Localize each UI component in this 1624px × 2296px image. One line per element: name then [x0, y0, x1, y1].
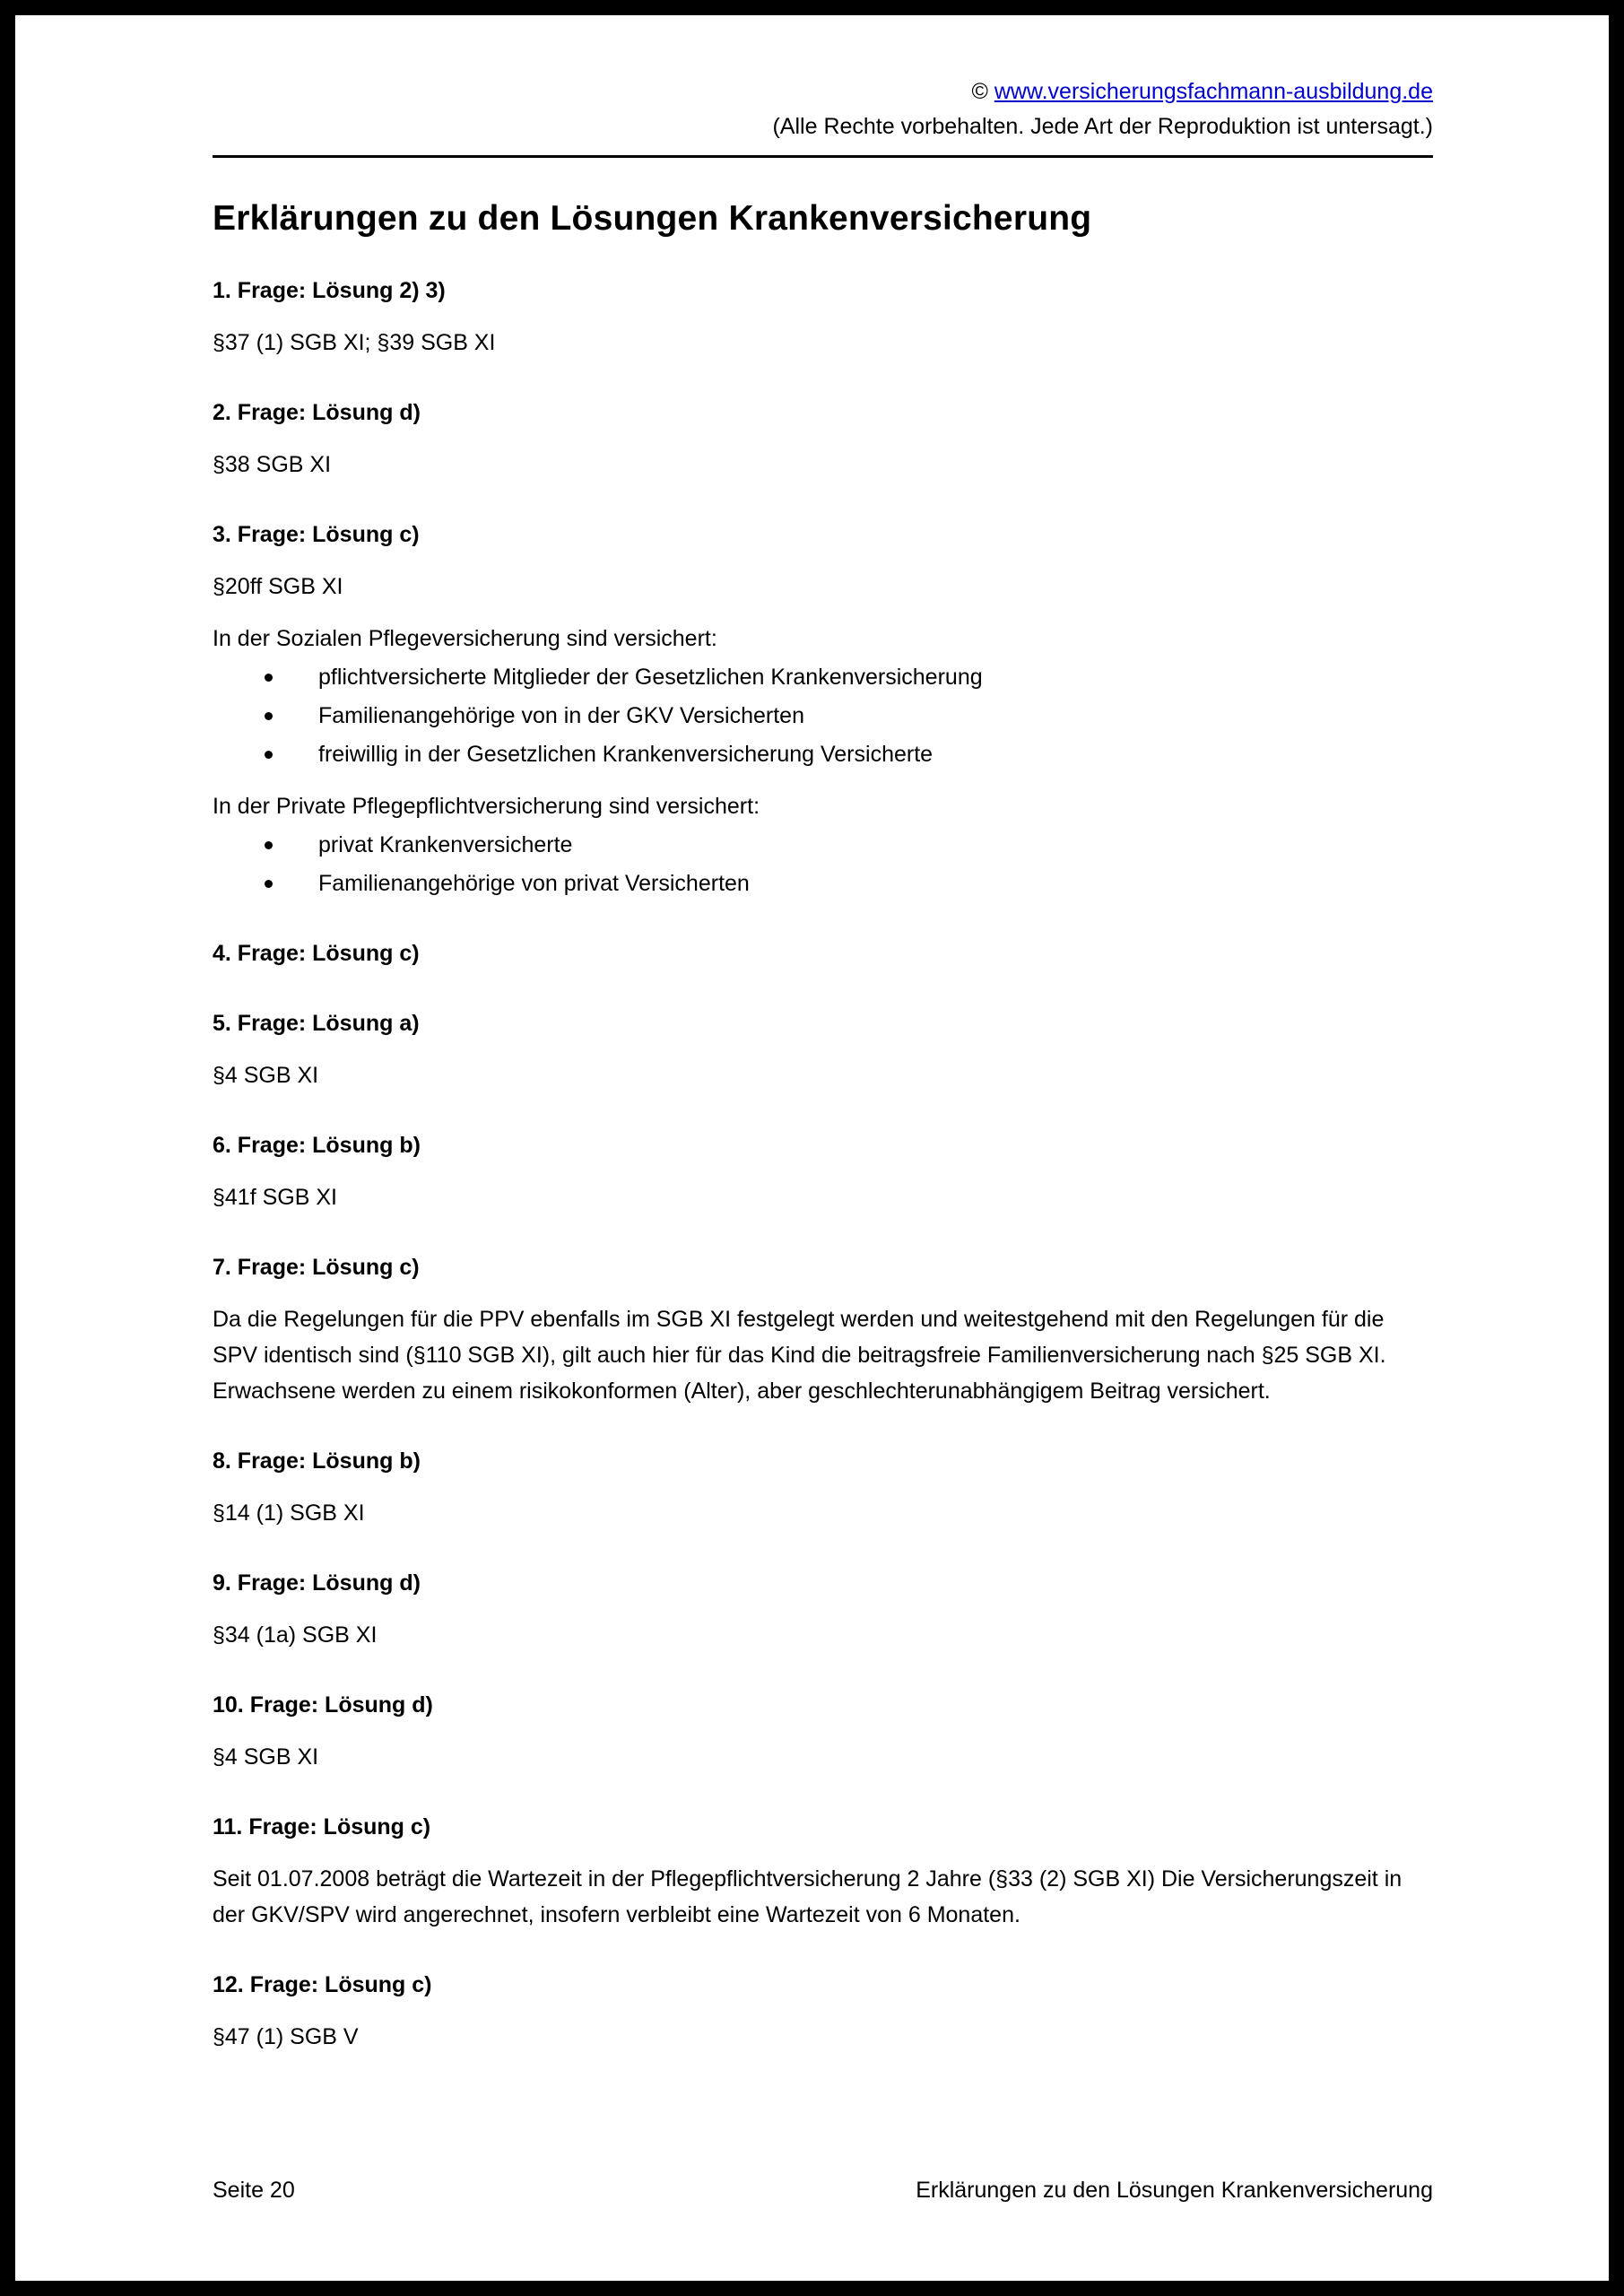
answer-paragraph: §20ff SGB XI	[213, 573, 343, 599]
bullet-list	[213, 659, 1433, 772]
footer-doc-title: Erklärungen zu den Lösungen Krankenversicherung	[916, 2178, 1433, 2203]
document-content	[213, 74, 1433, 2055]
footer-page-number: Seite 20	[213, 2178, 295, 2203]
bullet-list	[213, 827, 1433, 901]
question-heading: 7. Frage: Lösung c)	[213, 1254, 420, 1280]
rights-notice: (Alle Rechte vorbehalten. Jede Art der Reproduktion ist untersagt.)	[772, 113, 1433, 139]
answer-paragraph: §14 (1) SGB XI	[213, 1500, 365, 1526]
question-heading: 8. Frage: Lösung b)	[213, 1448, 421, 1474]
bullet-item: pflichtversicherte Mitglieder der Gesetzlichen Krankenversicherung	[213, 659, 1433, 695]
answer-paragraph: Seit 01.07.2008 beträgt die Wartezeit in der Pflegepflichtversicherung 2 Jahre (§33 (2) SGB XI) Die Versicherungszeit in der GKV/SPV wird angerechnet, insofern verbleibt eine Wartezeit von 6 Monaten.	[213, 1866, 1403, 1927]
page-title: Erklärungen zu den Lösungen Krankenversicherung	[213, 198, 1092, 238]
document-blocks	[213, 273, 1433, 2055]
question-heading: 6. Frage: Lösung b)	[213, 1132, 421, 1158]
answer-paragraph: §4 SGB XI	[213, 1744, 319, 1770]
question-heading: 11. Frage: Lösung c)	[213, 1813, 431, 1839]
bullet-item: privat Krankenversicherte	[213, 827, 1433, 863]
header-divider	[213, 155, 1433, 158]
answer-paragraph: §41f SGB XI	[213, 1184, 337, 1210]
question-heading: 2. Frage: Lösung d)	[213, 399, 421, 425]
answer-paragraph: §47 (1) SGB V	[213, 2023, 359, 2049]
document-footer	[213, 2178, 1433, 2204]
answer-paragraph: In der Sozialen Pflegeversicherung sind versichert:	[213, 625, 717, 651]
document-header	[213, 74, 1433, 158]
question-heading: 12. Frage: Lösung c)	[213, 1971, 432, 1997]
answer-paragraph: §37 (1) SGB XI; §39 SGB XI	[213, 329, 496, 355]
question-heading: 10. Frage: Lösung d)	[213, 1692, 433, 1718]
answer-paragraph: Da die Regelungen für die PPV ebenfalls im SGB XI festgelegt werden und weitestgehend mit den Regelungen für die SPV identisch sind (§110 SGB XI), gilt auch hier für das Kind die beitragsfreie Familienversicherung nach §25 SGB XI. Erwachsene werden zu einem risikokonformen (Alter), aber geschlechterunabhängigem Beitrag versichert.	[213, 1306, 1386, 1404]
answer-paragraph: In der Private Pflegepflichtversicherung sind versichert:	[213, 793, 760, 819]
answer-paragraph: §4 SGB XI	[213, 1062, 319, 1088]
question-heading: 4. Frage: Lösung c)	[213, 940, 420, 966]
question-heading: 9. Frage: Lösung d)	[213, 1570, 421, 1596]
copyright-link[interactable]: www.versicherungsfachmann-ausbildung.de	[994, 79, 1433, 104]
answer-paragraph: §38 SGB XI	[213, 451, 332, 477]
bullet-item: Familienangehörige von privat Versicherten	[213, 865, 1433, 901]
bullet-item: freiwillig in der Gesetzlichen Krankenversicherung Versicherte	[213, 736, 1433, 772]
copyright-line	[213, 74, 1433, 109]
question-heading: 1. Frage: Lösung 2) 3)	[213, 277, 446, 303]
answer-paragraph: §34 (1a) SGB XI	[213, 1622, 378, 1648]
question-heading: 3. Frage: Lösung c)	[213, 521, 420, 547]
question-heading: 5. Frage: Lösung a)	[213, 1010, 420, 1036]
copyright-symbol: ©	[971, 79, 994, 104]
bullet-item: Familienangehörige von in der GKV Versicherten	[213, 698, 1433, 734]
